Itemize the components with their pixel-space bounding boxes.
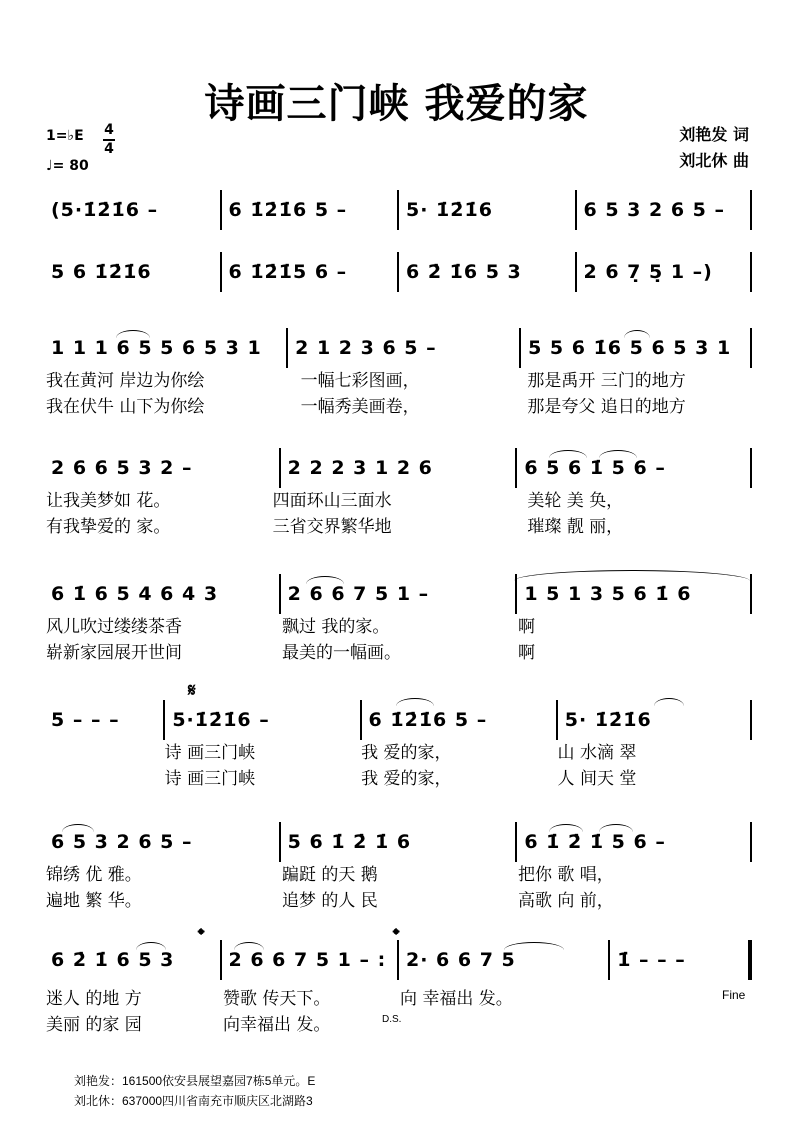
song-title: 诗画三门峡 我爱的家 [204,81,589,127]
lyric-verse1: 蹁跹 的天 鹅 [282,865,378,885]
lyricist-credit: 刘艳发 词 [679,125,749,144]
time-signature-bottom: 4 [104,141,114,157]
lyric-verse2: 有我挚爱的 家。 [46,517,171,537]
lyric-verse1: 我在黄河 岸边为你绘 [46,371,205,391]
lyric-verse1: 风儿吹过缕缕茶香 [46,617,182,637]
measure: 1 5 1 3 5 6 1̇ 6 [515,574,752,614]
lyric-verse1 [44,738,163,763]
measure: 5 6 1̇2̇1̇6 [51,261,152,283]
measure: 2 6 7̣ 5̣ 1 –) [575,252,753,292]
lyric-verse2: 人 间天 堂 [557,769,637,789]
measure: 1̇ – – – [608,940,752,980]
segno-icon: 𝄋 [188,680,196,701]
measure: 2 6 6 7 5 1 – [279,574,516,614]
measure: 6 1̇ 2̇ 1̇ 5 6 – [515,822,752,862]
time-signature-top: 4 [104,122,114,138]
lyric-verse1: 飘过 我的家。 [282,617,390,637]
lyric-verse1: 向 幸福出 发。 [400,989,513,1009]
measure: 5 – – – [51,709,120,731]
lyric-verse1: 诗 画三门峡 [164,743,256,763]
measure: 5·1̇2̇1̇6 – [163,700,359,740]
coda-icon: 𝄌 [198,925,205,946]
lyric-verse2: 向幸福出 发。 [223,1015,331,1035]
lyric-verse1: 四面环山三面水 [272,491,392,511]
composer-address: 刘北休：637000四川省南充市顺庆区北湖路3 [74,1094,313,1108]
lyric-verse2: 璀璨 靓 丽， [527,517,624,537]
measure: 5 6 1̇ 2̇ 1̇ 6 [279,822,516,862]
lyric-verse2 [44,764,163,789]
lyric-verse2: 美丽 的家 园 [46,1015,142,1035]
lyric-verse1: 美轮 美 奂， [527,491,624,511]
measure: 2 1 2 3 6 5 – [286,328,519,368]
lyric-verse1: 那是禹开 三门的地方 [527,371,686,391]
measure: (5·1̇2̇1̇6 – [51,199,159,221]
measure: 2 6 6 5 3 2 – [51,457,193,479]
measure: 6 1̇ 6 5 4 6 4 3 [51,583,219,605]
lyric-verse2: 追梦 的人 民 [282,891,378,911]
measure: 5· 1̇2̇1̇6 [556,700,752,740]
lyric-verse1: 山 水滴 翠 [557,743,637,763]
measure: 6 2̇ 1̇ 6 5 3 [51,949,175,971]
lyric-verse1: 一幅七彩图画， [300,371,420,391]
lyric-verse2 [398,1010,610,1035]
lyric-verse2: 我在伏牛 山下为你绘 [46,397,205,417]
lyric-verse1: 把你 歌 唱， [518,865,614,885]
lyric-verse1: 迷人 的地 方 [46,989,142,1009]
coda-icon: 𝄌 [393,925,400,946]
measure: 5 5 6 1̇6 5 6 5 3 1 [519,328,752,368]
lyricist-address: 刘艳发：161500依安县展望嘉园7栋5单元。E [74,1074,316,1088]
measure: 6 1̇2̇1̇5 6 – [220,252,398,292]
lyric-verse2: 崭新家园展开世间 [46,643,182,663]
lyric-verse2: 啊 [518,643,535,663]
key-signature: 1=♭E [46,128,84,144]
time-signature [103,122,115,158]
measure: 2· 6 6 7 5 [397,940,608,980]
lyric-verse1: 让我美梦如 花。 [46,491,171,511]
measure: 6 2̇ 1̇6 5 3 [397,252,575,292]
tempo-marking: ♩= 80 [46,158,89,174]
lyric-verse2: 一幅秀美画卷， [300,397,420,417]
composer-credit: 刘北休 曲 [679,151,749,170]
lyric-verse2: 诗 画三门峡 [164,769,256,789]
measure: 5· 1̇2̇1̇6 [397,190,575,230]
measure: 6 5 6 1̇ 5 6 – [515,448,752,488]
lyric-verse2: 遍地 繁 华。 [46,891,142,911]
measure: 6 1̇2̇1̇6 5 – [360,700,556,740]
measure: 6 5 3 2 6 5 – [51,831,193,853]
lyric-verse2 [610,1010,752,1035]
lyric-verse1: 锦绣 优 雅。 [46,865,142,885]
lyric-verse2: 那是夸父 追日的地方 [527,397,686,417]
lyric-verse2: 三省交界繁华地 [272,517,392,537]
measure: 2 2 2 3 1 2 6 [279,448,516,488]
lyric-verse2: 高歌 向 前， [518,891,614,911]
lyric-verse2: 最美的一幅画。 [282,643,401,663]
fine-marking: Fine [722,988,746,1002]
lyric-verse1: 我 爱的家， [361,743,452,763]
measure: 1 1 1 6 5 5 6 5 3 1 [51,337,262,359]
measure: 6 5 3 2 6 5 – [575,190,753,230]
lyric-verse2: 我 爱的家， [361,769,452,789]
lyric-verse1: 赞歌 传天下。 [223,989,331,1009]
lyric-verse1: 啊 [518,617,535,637]
measure: 2 6 6 7 5 1 – : [220,940,398,980]
measure: 6 1̇2̇1̇6 5 – [220,190,398,230]
ds-marking: D.S. [382,1014,402,1025]
